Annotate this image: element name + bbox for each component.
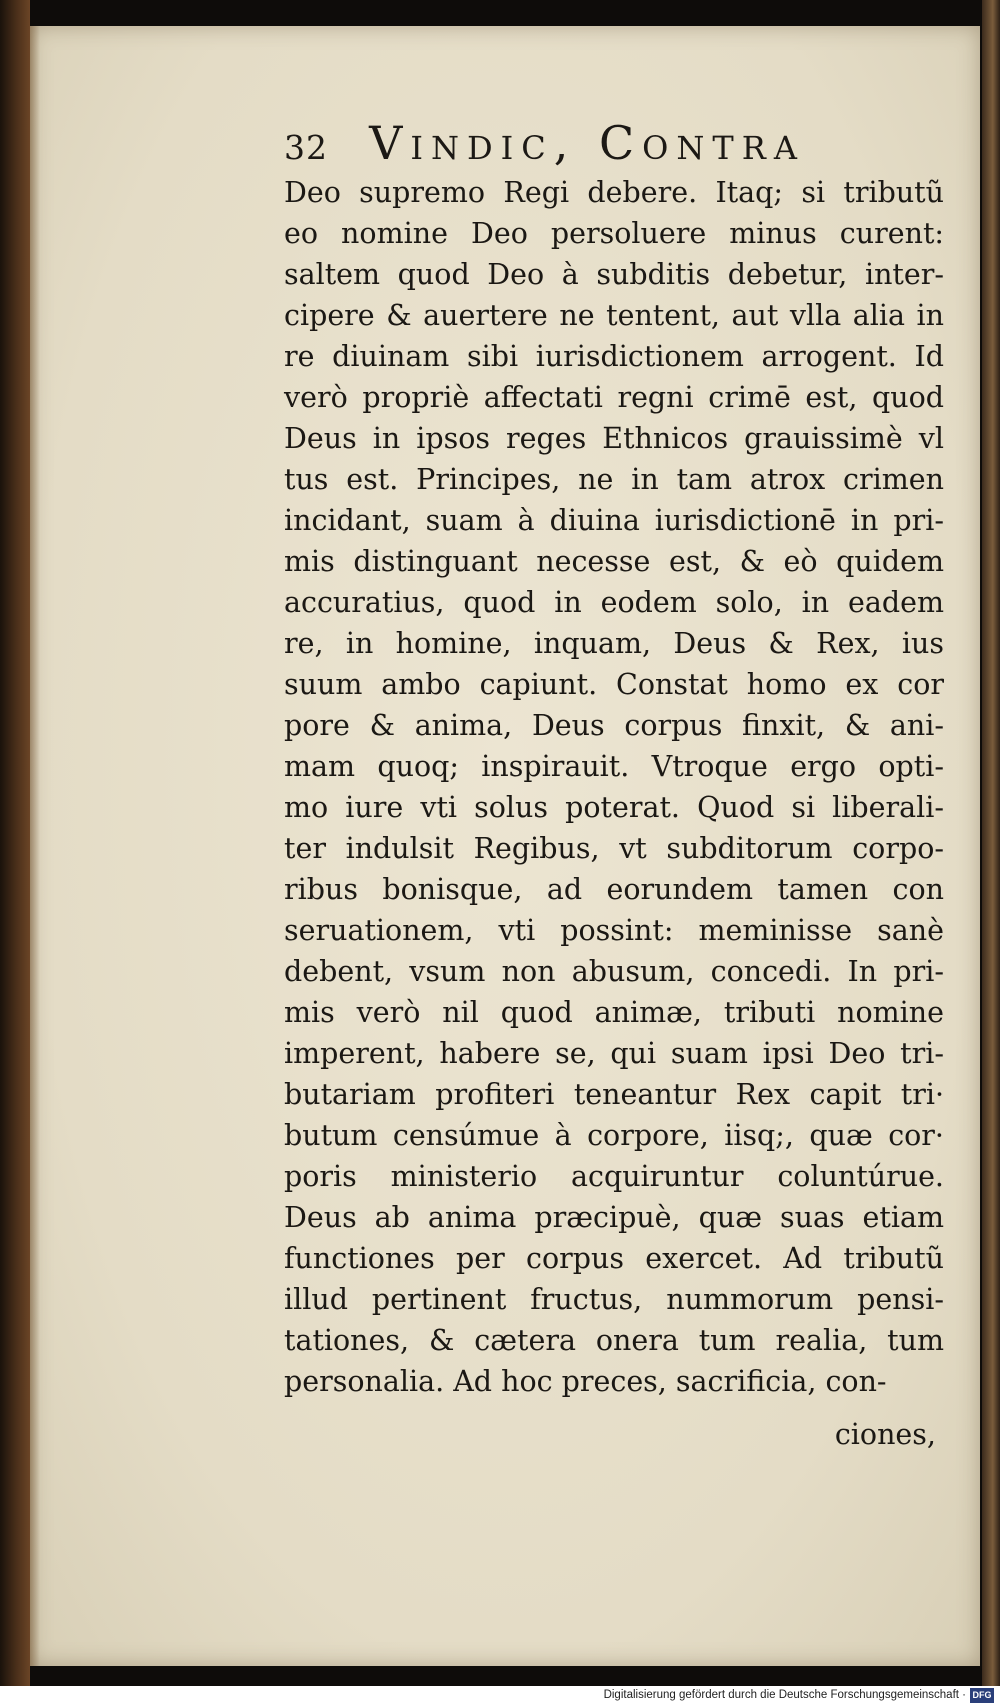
- text-line: tationes, & cætera onera tum realia, tum: [284, 1324, 944, 1357]
- text-line: verò propriè affectati regni crimē est, quod: [284, 381, 944, 414]
- text-line: cipere & auertere ne tentent, aut vlla alia in: [284, 299, 944, 332]
- text-line: imperent, habere se, qui suam ipsi Deo tri-: [284, 1037, 944, 1070]
- book-binding-left: [0, 0, 30, 1707]
- text-line: debent, vsum non abusum, concedi. In pri-: [284, 955, 944, 988]
- text-line: pore & anima, Deus corpus finxit, & ani-: [284, 709, 944, 742]
- text-line: ter indulsit Regibus, vt subditorum corpo-: [284, 832, 944, 865]
- text-line: mis verò nil quod animæ, tributi nomine: [284, 996, 944, 1029]
- text-line: mam quoq; inspirauit. Vtroque ergo opti-: [284, 750, 944, 783]
- text-line: incidant, suam à diuina iurisdictionē in pri-: [284, 504, 944, 537]
- text-line: mis distinguant necesse est, & eò quidem: [284, 545, 944, 578]
- text-line: re diuinam sibi iurisdictionem arrogent. Id: [284, 340, 944, 373]
- text-line: poris ministerio acquiruntur coluntúrue.: [284, 1160, 944, 1193]
- text-line: suum ambo capiunt. Constat homo ex cor: [284, 668, 944, 701]
- text-line: eo nomine Deo persoluere minus curent:: [284, 217, 944, 250]
- body-text: [284, 172, 944, 1402]
- text-line: mo iure vti solus poterat. Quod si liberali-: [284, 791, 944, 824]
- text-line: functiones per corpus exercet. Ad tributũ: [284, 1242, 944, 1275]
- text-line: illud pertinent fructus, nummorum pensi-: [284, 1283, 944, 1316]
- text-line: Deus in ipsos reges Ethnicos grauissimè vl: [284, 422, 944, 455]
- book-binding-right: [982, 0, 1000, 1707]
- catchword: ciones,: [834, 1418, 936, 1451]
- text-line: re, in homine, inquam, Deus & Rex, ius: [284, 627, 944, 660]
- text-line: Deus ab anima præcipuè, quæ suas etiam: [284, 1201, 944, 1234]
- text-line: seruationem, vti possint: meminisse sanè: [284, 914, 944, 947]
- text-line: tus est. Principes, ne in tam atrox crimen: [284, 463, 944, 496]
- gutter-shadow: [30, 26, 40, 1666]
- text-line: butum censúmue à corpore, iisq;, quæ cor·: [284, 1119, 944, 1152]
- text-line: accuratius, quod in eodem solo, in eadem: [284, 586, 944, 619]
- page-header: [284, 116, 884, 170]
- text-line: butariam profiteri teneantur Rex capit tri·: [284, 1078, 944, 1111]
- text-line: saltem quod Deo à subditis debetur, inter-: [284, 258, 944, 291]
- running-head: Vindic, Contra: [369, 116, 805, 170]
- dfg-logo: DFG: [970, 1688, 994, 1703]
- page-number: 32: [284, 128, 328, 167]
- digitization-credit: Digitalisierung gefördert durch die Deutsche Forschungsgemeinschaft ·: [603, 1689, 966, 1701]
- text-line: personalia. Ad hoc preces, sacrificia, con-: [284, 1365, 887, 1398]
- text-line: Deo supremo Regi debere. Itaq; si tributũ: [284, 176, 944, 209]
- text-line: ribus bonisque, ad eorundem tamen con: [284, 873, 944, 906]
